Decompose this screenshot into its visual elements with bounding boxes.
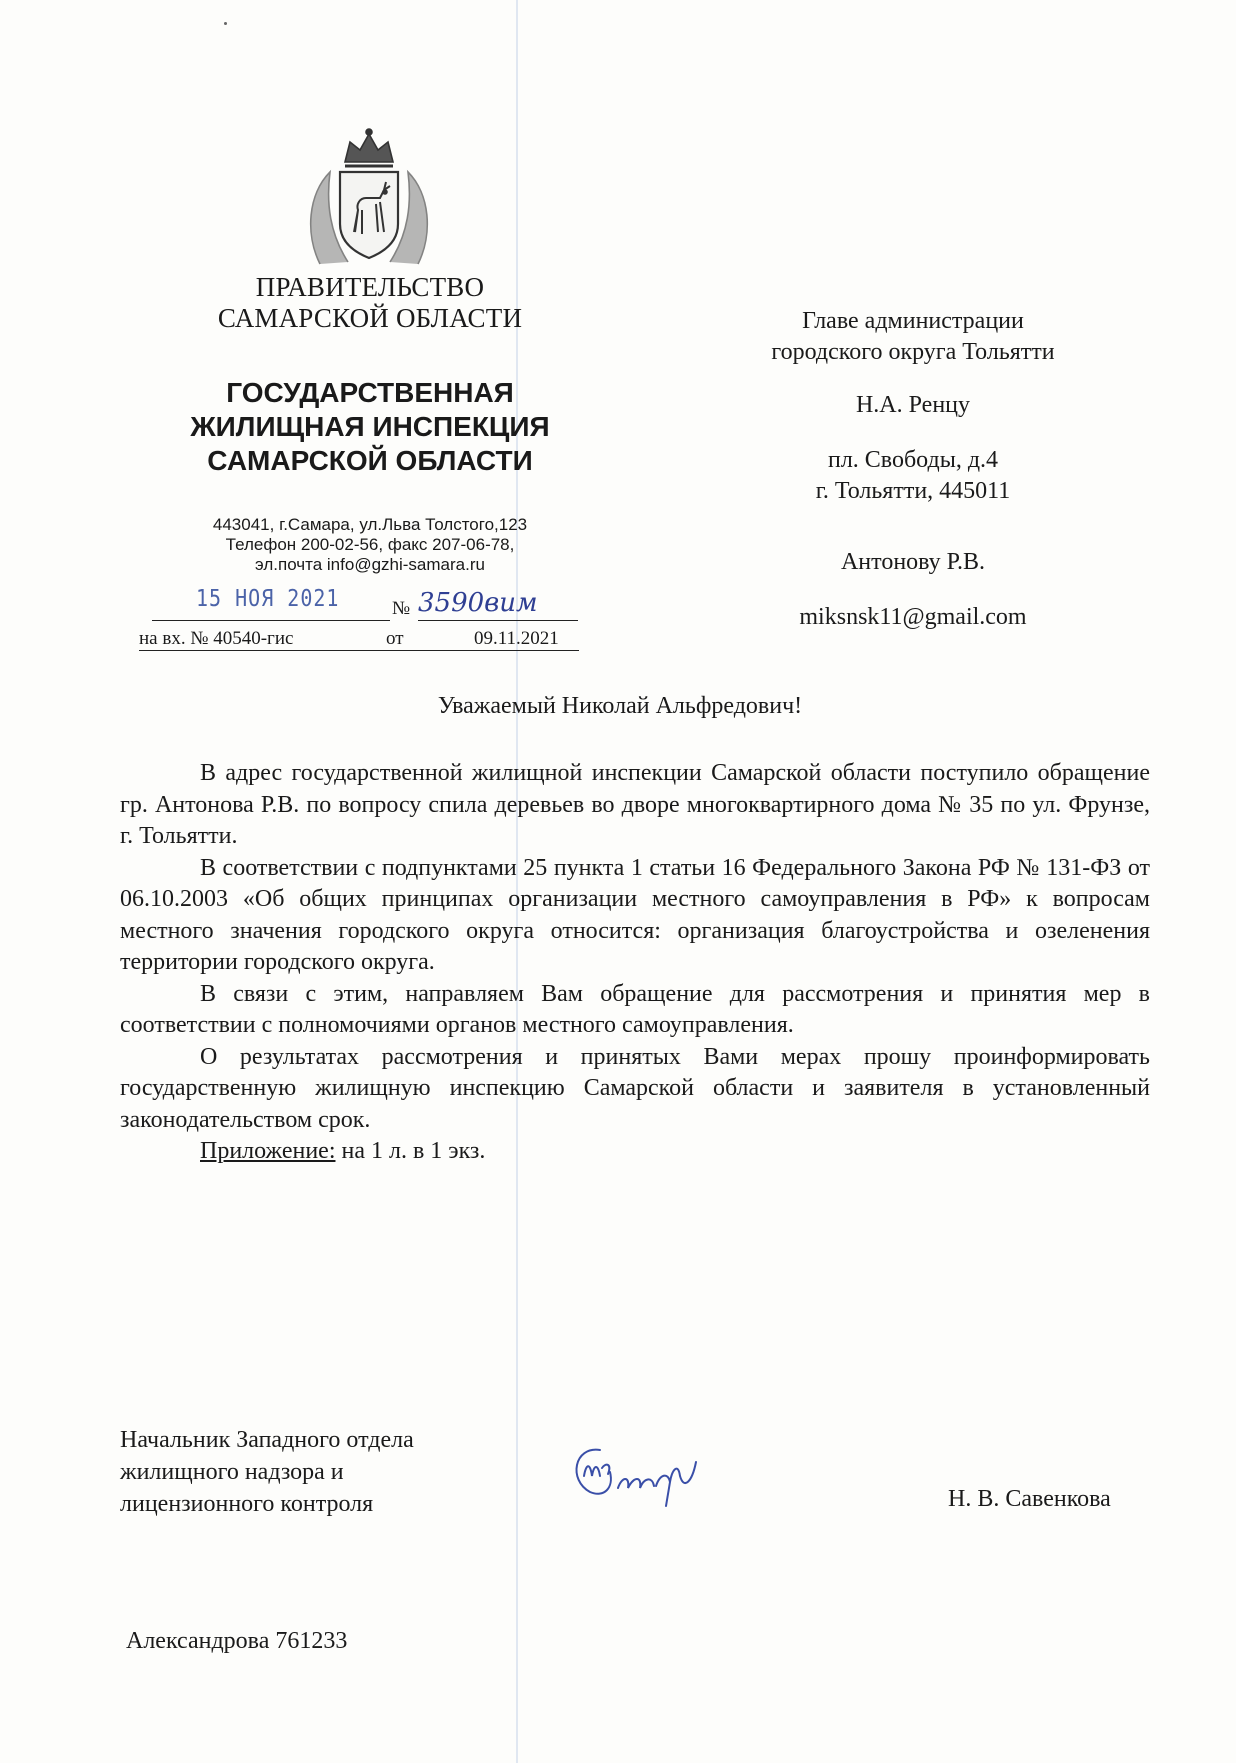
attachment-line <box>120 1136 1150 1168</box>
incoming-number: на вх. № 40540-гис <box>139 628 294 649</box>
reg-number-value: 3590вим <box>418 588 538 618</box>
salutation: Уважаемый Николай Альфредович! <box>437 693 803 719</box>
government-name: ПРАВИТЕЛЬСТВО САМАРСКОЙ ОБЛАСТИ <box>217 272 523 333</box>
paragraph: О результатах рассмотрения и принятых Вами мерах прошу проинформировать государственную жилищную инспекцию Самарской области и заявителя в установленный законодательством срок. <box>120 1043 1150 1133</box>
copy-recipient: Антонову Р.В. <box>840 549 986 575</box>
copy-recipient-email: miksnsk11@gmail.com <box>799 604 1027 630</box>
addressee-block <box>718 306 1108 633</box>
agency-contacts <box>150 515 590 575</box>
date-stamp: 15 НОЯ 2021 <box>196 584 340 612</box>
agency-phone: Телефон 200-02-56, факс 207-06-78, <box>225 535 515 554</box>
incoming-from-label: от <box>386 628 404 649</box>
handwritten-signature-icon <box>560 1432 740 1512</box>
addressee-street: пл. Свободы, д.4 <box>827 447 999 473</box>
addressee-city: г. Тольятти, 445011 <box>815 478 1011 504</box>
reg-number-label: № <box>392 598 411 619</box>
coat-of-arms-icon <box>300 124 438 270</box>
executor-contact: Александрова 761233 <box>126 1628 348 1654</box>
paragraph: В соответствии с подпунктами 25 пункта 1 статьи 16 Федерального Закона РФ № 131-ФЗ от 06.10.2003 «Об общих принципах организации местного самоуправления в РФ» к вопросам местного значения городского округа относится: организация благоустройства и озеленения территории городского округа. <box>120 854 1150 975</box>
agency-name: ГОСУДАРСТВЕННАЯ ЖИЛИЩНАЯ ИНСПЕКЦИЯ САМАРСКОЙ ОБЛАСТИ <box>190 377 550 476</box>
addressee-position-2: городского округа Тольятти <box>771 339 1055 365</box>
attachment-text: на 1 л. в 1 экз. <box>341 1138 486 1164</box>
addressee-position: Главе администрации <box>802 308 1024 334</box>
agency-email: эл.почта info@gzhi-samara.ru <box>255 555 485 574</box>
attachment-label: Приложение: <box>200 1138 336 1164</box>
signer-name: Н. В. Савенкова <box>948 1486 1111 1512</box>
reg-date-line <box>152 620 390 621</box>
agency-address: 443041, г.Самара, ул.Льва Толстого,123 <box>212 515 528 534</box>
paragraph: В связи с этим, направляем Вам обращение для рассмотрения и принятия мер в соответствии с полномочиями органов местного самоуправления. <box>120 980 1150 1038</box>
incoming-reference <box>139 628 579 651</box>
reg-number-line <box>418 620 578 621</box>
paragraph: В адрес государственной жилищной инспекции Самарской области поступило обращение гр. Антонова Р.В. по вопросу спила деревьев во дворе многоквартирного дома № 35 по ул. Фрунзе, г. Тольятти. <box>120 760 1150 849</box>
letter-body <box>120 758 1150 1168</box>
signer-title: Начальник Западного отдела жилищного надзора и лицензионного контроля <box>120 1427 414 1517</box>
scan-speck <box>224 22 227 25</box>
addressee-name: Н.А. Ренцу <box>855 392 971 418</box>
incoming-date: 09.11.2021 <box>474 628 559 649</box>
